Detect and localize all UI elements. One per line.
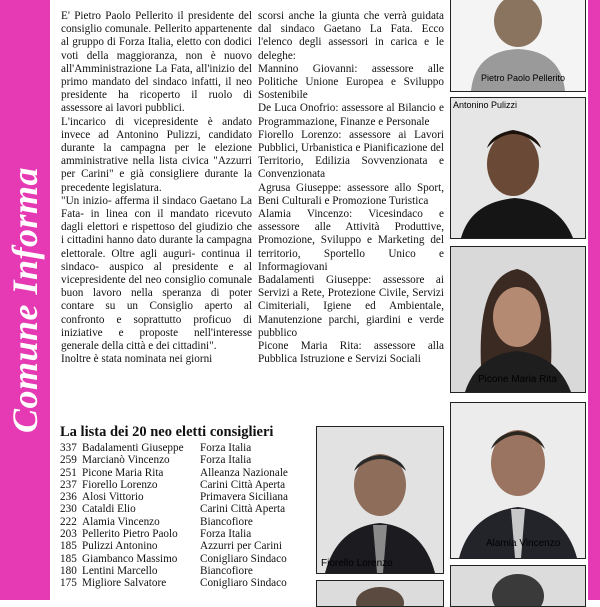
paragraph: Fiorello Lorenzo: assessore ai Lavori Pubblici, Urbanistica e Pianificazione del Territorio, Edilizia Sovvenzionata e Convenzionata <box>258 128 444 181</box>
sidebar-band <box>0 0 50 600</box>
councillor-name: Pulizzi Antonino <box>82 540 158 553</box>
votes: 180 <box>60 564 77 577</box>
councillor-name: Pellerito Pietro Paolo <box>82 528 178 541</box>
party: Carini Città Aperta <box>200 503 286 516</box>
list-item <box>60 540 310 552</box>
list-item <box>60 565 310 577</box>
party: Conigliaro Sindaco <box>200 577 287 590</box>
photo-picone <box>450 246 586 393</box>
right-border <box>588 0 600 600</box>
votes: 236 <box>60 491 77 504</box>
party: Forza Italia <box>200 528 252 541</box>
votes: 222 <box>60 515 77 528</box>
photo-partial <box>450 565 586 607</box>
votes: 185 <box>60 552 77 565</box>
votes: 337 <box>60 442 77 454</box>
list-item <box>60 528 310 540</box>
votes: 203 <box>60 528 77 541</box>
votes: 259 <box>60 454 77 467</box>
councillor-name: Lentini Marcello <box>82 564 158 577</box>
paragraph: Picone Maria Rita: assessore alla Pubblica Istruzione e Servizi Sociali <box>258 340 444 366</box>
photo-alamia <box>450 402 586 559</box>
councillor-name: Alamia Vincenzo <box>82 515 160 528</box>
list-item <box>60 479 310 491</box>
councillor-name: Badalamenti Giuseppe <box>82 442 184 454</box>
councillor-name: Picone Maria Rita <box>82 466 164 479</box>
list-item <box>60 503 310 515</box>
party: Primavera Siciliana <box>200 491 288 504</box>
list-item <box>60 553 310 565</box>
list-item <box>60 442 310 454</box>
party: Azzurri per Carini <box>200 540 283 553</box>
caption-pellerito: Pietro Paolo Pellerito <box>481 73 566 83</box>
party: Forza Italia <box>200 442 252 454</box>
photo-pulizzi <box>450 97 586 239</box>
portrait-icon <box>451 98 585 238</box>
votes: 251 <box>60 466 77 479</box>
paragraph: L'incarico di vicepresidente è andato invece ad Antonino Pulizzi, candidato durante la campagna per le elezione amministrative nella lista civica "Azzurri per Carini" e già consigliere durante la precedente legislatura. <box>61 115 252 194</box>
paragraph: Alamia Vincenzo: Vicesindaco e assessore alle Attività Produttive, Promozione, Sviluppo e Marketing del territorio, Sportello Unico e Informagiovani <box>258 208 444 273</box>
article-column-1 <box>61 10 252 366</box>
councillor-name: Alosi Vittorio <box>82 491 144 504</box>
caption-fiorello: Fiorello Lorenzo <box>321 558 393 569</box>
votes: 185 <box>60 540 77 553</box>
portrait-icon <box>317 427 443 573</box>
list-item <box>60 467 310 479</box>
party: Biancofiore <box>200 564 253 577</box>
party: Carini Città Aperta <box>200 478 286 491</box>
party: Alleanza Nazionale <box>200 466 288 479</box>
councillor-name: Fiorello Lorenzo <box>82 478 158 491</box>
councillor-name: Giambanco Massimo <box>82 552 178 565</box>
list-title: La lista dei 20 neo eletti consiglieri <box>60 424 274 440</box>
list-item <box>60 577 310 589</box>
paragraph: Mannino Giovanni: assessore alle Politiche Unione Europea e Sviluppo Sostenibile <box>258 62 444 102</box>
caption-picone: Picone Maria Rita <box>478 374 557 385</box>
votes: 175 <box>60 577 77 590</box>
section-title: Comune Informa <box>5 166 45 434</box>
paragraph: "Un inizio- afferma il sindaco Gaetano La Fata- in linea con il mandato ricevuto dagli elettori e rispettoso del giudizio che i cittadini hanno dato durante la campagna elettorale. Oltre agli auguri- continua il sindaco- auspico al presidente e al vicepresidente del neo consiglio comunale buon lavoro nella speranza di poter contare su un Consiglio aperto al confronto e soprattutto proficuo di iniziative e proposte nell'interesse generale della città e dei cittadini". <box>61 194 252 353</box>
paragraph: De Luca Onofrio: assessore al Bilancio e Programmazione, Finanze e Personale <box>258 102 444 128</box>
councillor-name: Migliore Salvatore <box>82 577 167 590</box>
votes: 230 <box>60 503 77 516</box>
councillor-name: Marcianò Vincenzo <box>82 454 170 467</box>
portrait-icon <box>451 403 585 558</box>
party: Conigliaro Sindaco <box>200 552 287 565</box>
photo-partial-2 <box>316 580 444 607</box>
party: Forza Italia <box>200 454 252 467</box>
votes: 237 <box>60 478 77 491</box>
paragraph: Badalamenti Giuseppe: assessore ai Servizi a Rete, Protezione Civile, Servizi Cimiteriali, Igiene ed Ambientale, Manutenzione parchi, giardini e verde pubblico <box>258 274 444 339</box>
caption-pulizzi: Antonino Pulizzi <box>453 100 518 110</box>
councillor-name: Cataldi Elio <box>82 503 136 516</box>
paragraph: Agrusa Giuseppe: assessore allo Sport, Beni Culturali e Promozione Turistica <box>258 181 444 207</box>
article-column-2 <box>258 10 444 366</box>
portrait-icon <box>451 247 585 392</box>
list-item <box>60 454 310 466</box>
paragraph: scorsi anche la giunta che verrà guidata dal sindaco Gaetano La Fata. Ecco l'elenco degli assessori in carica e le deleghe: <box>258 10 444 62</box>
portrait-icon <box>451 566 585 606</box>
councillors-list <box>60 442 310 590</box>
photo-fiorello <box>316 426 444 574</box>
list-item <box>60 491 310 503</box>
portrait-icon <box>317 581 443 606</box>
party: Biancofiore <box>200 515 253 528</box>
paragraph: Inoltre è stata nominata nei giorni <box>61 353 213 366</box>
paragraph: E' Pietro Paolo Pellerito il presidente del consiglio comunale. Pellerito appartenente al gruppo di Forza Italia, eletto con dodici voti della maggioranza, non è nuovo all'Amministrazione La Fata, all'inizio del primo mandato del sindaco infatti, il neo presidente ha ricoperto il ruolo di assessore ai lavori pubblici. <box>61 10 252 115</box>
list-item <box>60 516 310 528</box>
caption-alamia: Alamia Vincenzo <box>486 538 561 549</box>
